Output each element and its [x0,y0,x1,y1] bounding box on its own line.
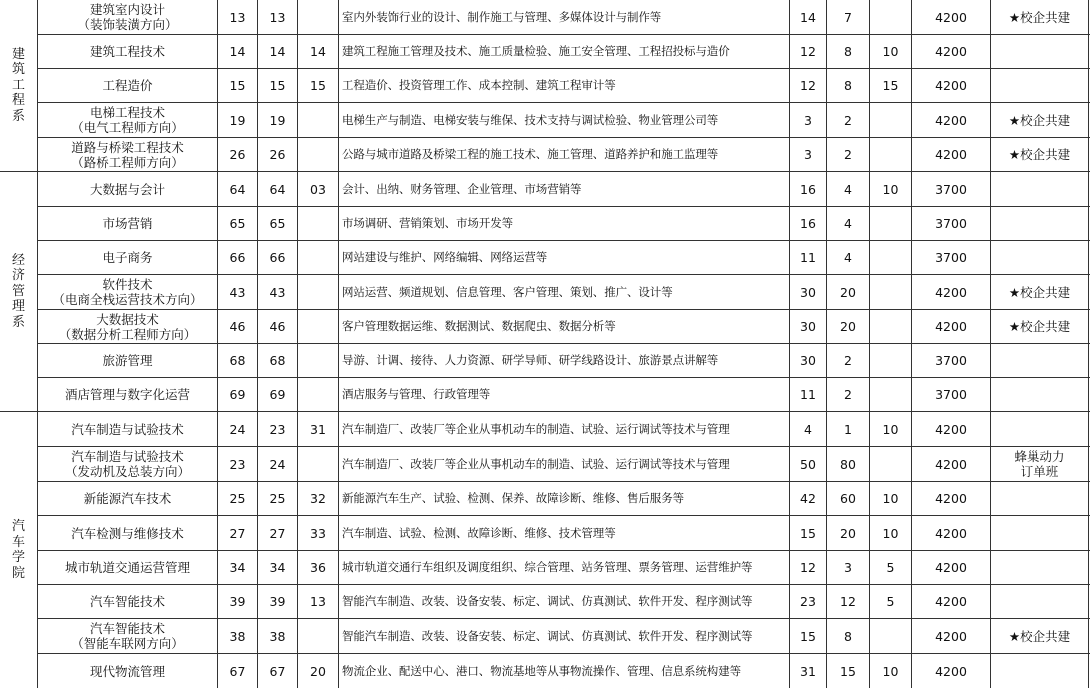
quota-b-cell: 2 [844,353,852,368]
quota-a-cell: 30 [800,284,816,300]
department-cell: 汽 车 学 院 [11,519,25,581]
quota-a-cell: 15 [800,525,816,541]
major-cell: 城市轨道交通运营管理 [64,560,190,575]
quota-a-cell: 30 [800,319,816,334]
note-cell: ★校企共建 [1008,284,1071,300]
tuition-cell: 3700 [935,181,967,197]
code-b-cell: 19 [269,112,286,128]
tuition-cell: 3700 [935,216,967,231]
quota-a-cell: 31 [800,663,816,679]
note-cell [991,482,1088,515]
quota-c-cell [870,619,911,653]
description-cell: 网站建设与维护、网络编辑、网络运营等 [342,250,548,264]
code-c-cell [298,447,338,481]
description-cell: 物流企业、配送中心、港口、物流基地等从事物流操作、管理、信息系统构建等 [342,663,741,678]
major-cell: 汽车智能技术 [89,594,165,609]
description-cell: 智能汽车制造、改装、设备安装、标定、调试、仿真测试、软件开发、程序测试等 [342,594,753,608]
description-cell: 室内外装饰行业的设计、制作施工与管理、多媒体设计与制作等 [342,9,662,24]
quota-a-cell: 11 [800,387,816,402]
note-cell: ★校企共建 [1008,319,1071,334]
code-b-cell: 26 [269,147,286,162]
code-c-cell [298,0,338,34]
note-cell: ★校企共建 [1008,9,1071,25]
code-b-cell: 13 [269,9,286,25]
description-cell: 公路与城市道路及桥梁工程的施工技术、施工管理、道路养护和施工监理等 [342,147,719,161]
code-b-cell: 43 [269,284,286,300]
code-c-cell [298,138,338,171]
code-c-cell: 32 [310,491,326,506]
code-c-cell [298,241,338,274]
code-c-cell [298,103,338,137]
major-cell: 现代物流管理 [89,663,165,679]
quota-b-cell: 2 [844,112,852,128]
quota-b-cell: 2 [844,387,852,402]
code-b-cell: 25 [269,491,286,506]
quota-b-cell: 20 [840,525,856,541]
tuition-cell: 4200 [935,44,967,59]
note-cell: 蜂巢动力 订单班 [1014,449,1065,479]
tuition-cell: 4200 [935,284,967,300]
quota-a-cell: 16 [800,216,816,231]
description-cell: 网站运营、频道规划、信息管理、客户管理、策划、推广、设计等 [342,284,673,299]
major-cell: 软件技术 （电商全栈运营技术方向） [52,277,203,307]
tuition-cell: 3700 [935,353,967,368]
quota-b-cell: 8 [844,78,852,93]
note-cell [991,172,1088,206]
code-a-cell: 39 [229,594,246,609]
quota-c-cell: 10 [882,663,899,679]
quota-a-cell: 12 [800,560,816,575]
major-cell: 大数据技术 （数据分析工程师方向） [58,311,197,342]
code-c-cell: 36 [310,560,326,575]
code-b-cell: 38 [269,628,286,644]
tuition-cell: 4200 [935,319,967,334]
major-cell: 汽车检测与维修技术 [71,525,184,541]
quota-a-cell: 4 [804,421,812,437]
code-b-cell: 69 [269,387,286,402]
description-cell: 汽车制造、试验、检测、故障诊断、维修、技术管理等 [342,525,616,540]
quota-a-cell: 3 [804,112,812,128]
note-cell: ★校企共建 [1008,147,1071,162]
quota-a-cell: 15 [800,628,816,644]
major-cell: 新能源汽车技术 [83,491,172,506]
quota-a-cell: 42 [800,491,816,506]
description-cell: 工程造价、投资管理工作、成本控制、建筑工程审计等 [342,78,616,92]
code-c-cell [298,310,338,343]
code-c-cell: 15 [310,78,326,93]
code-a-cell: 19 [229,112,246,128]
code-c-cell [298,378,338,411]
code-b-cell: 34 [269,560,286,575]
quota-b-cell: 7 [844,9,852,25]
major-cell: 电子商务 [102,250,153,265]
note-cell [991,378,1088,411]
code-a-cell: 15 [229,78,246,93]
quota-a-cell: 14 [800,9,816,25]
major-cell: 道路与桥梁工程技术 （路桥工程师方向） [71,139,184,170]
tuition-cell: 4200 [935,491,967,506]
description-cell: 城市轨道交通行车组织及调度组织、综合管理、站务管理、票务管理、运营维护等 [342,560,753,574]
code-a-cell: 46 [229,319,246,334]
quota-a-cell: 12 [800,44,816,59]
code-a-cell: 68 [229,353,246,368]
code-c-cell [298,207,338,240]
code-a-cell: 66 [229,250,246,265]
quota-c-cell [870,207,911,240]
major-cell: 酒店管理与数字化运营 [64,387,190,402]
code-b-cell: 23 [269,421,286,437]
code-c-cell: 14 [310,44,326,59]
major-cell: 市场营销 [102,216,153,231]
major-cell: 建筑工程技术 [89,44,165,59]
code-a-cell: 26 [229,147,246,162]
code-b-cell: 46 [269,319,286,334]
code-a-cell: 67 [229,663,246,679]
quota-b-cell: 80 [840,456,856,472]
quota-c-cell: 10 [882,181,899,197]
quota-b-cell: 2 [844,147,852,162]
quota-b-cell: 3 [844,560,852,575]
major-cell: 电梯工程技术 （电气工程师方向） [71,105,184,135]
description-cell: 酒店服务与管理、行政管理等 [342,387,491,401]
description-cell: 导游、计调、接待、人力资源、研学导师、研学线路设计、旅游景点讲解等 [342,353,719,367]
major-cell: 大数据与会计 [89,181,165,197]
quota-b-cell: 15 [840,663,856,679]
quota-b-cell: 8 [844,44,852,59]
code-a-cell: 64 [229,181,246,197]
code-c-cell: 33 [310,525,326,541]
quota-c-cell [870,378,911,411]
department-cell: 经 济 管 理 系 [11,252,25,330]
quota-c-cell: 10 [882,421,899,437]
quota-a-cell: 11 [800,250,816,265]
code-c-cell [298,344,338,377]
quota-c-cell: 5 [886,560,895,575]
quota-b-cell: 8 [844,628,852,644]
code-c-cell: 03 [310,181,326,197]
quota-b-cell: 4 [844,181,852,197]
major-cell: 工程造价 [102,78,153,93]
code-b-cell: 15 [269,78,286,93]
code-b-cell: 65 [269,216,286,231]
quota-a-cell: 30 [800,353,816,368]
tuition-cell: 4200 [935,421,967,437]
code-b-cell: 64 [269,181,286,197]
major-cell: 建筑室内设计 （装饰装潢方向） [77,2,178,32]
code-b-cell: 66 [269,250,286,265]
code-a-cell: 24 [229,421,246,437]
tuition-cell: 4200 [935,663,967,679]
quota-c-cell: 10 [882,525,899,541]
code-b-cell: 14 [269,44,286,59]
code-a-cell: 43 [229,284,246,300]
major-cell: 汽车制造与试验技术 （发动机及总装方向） [64,449,190,479]
tuition-cell: 4200 [935,594,967,609]
code-a-cell: 23 [229,456,246,472]
note-cell [991,69,1088,102]
tuition-cell: 3700 [935,387,967,402]
quota-c-cell [870,241,911,274]
code-c-cell [298,275,338,309]
tuition-cell: 4200 [935,525,967,541]
note-cell [991,35,1088,68]
major-cell: 汽车智能技术 （智能车联网方向） [71,621,184,651]
quota-a-cell: 23 [800,594,816,609]
tuition-cell: 4200 [935,112,967,128]
quota-c-cell: 5 [886,594,895,609]
description-cell: 会计、出纳、财务管理、企业管理、市场营销等 [342,181,582,196]
code-b-cell: 67 [269,663,286,679]
note-cell [991,412,1088,446]
note-cell [991,207,1088,240]
tuition-cell: 4200 [935,628,967,644]
note-cell [991,241,1088,274]
note-cell [991,344,1088,377]
quota-a-cell: 12 [800,78,816,93]
quota-c-cell [870,344,911,377]
note-cell [991,654,1088,688]
code-a-cell: 38 [229,628,246,644]
quota-c-cell [870,103,911,137]
description-cell: 市场调研、营销策划、市场开发等 [342,216,513,230]
tuition-cell: 4200 [935,456,967,472]
code-a-cell: 69 [229,387,246,402]
note-cell [991,551,1088,584]
code-c-cell: 20 [310,663,326,679]
description-cell: 汽车制造厂、改装厂等企业从事机动车的制造、试验、运行调试等技术与管理 [342,421,730,436]
quota-c-cell: 10 [882,44,899,59]
code-a-cell: 27 [229,525,246,541]
quota-c-cell: 15 [882,78,899,93]
quota-b-cell: 60 [840,491,856,506]
code-b-cell: 68 [269,353,286,368]
quota-b-cell: 1 [844,421,852,437]
code-a-cell: 25 [229,491,246,506]
quota-c-cell: 10 [882,491,899,506]
code-a-cell: 14 [229,44,246,59]
description-cell: 建筑工程施工管理及技术、施工质量检验、施工安全管理、工程招投标与造价 [342,44,730,58]
description-cell: 新能源汽车生产、试验、检测、保养、故障诊断、维修、售后服务等 [342,491,684,505]
code-a-cell: 13 [229,9,246,25]
quota-c-cell [870,138,911,171]
quota-b-cell: 20 [840,284,856,300]
quota-c-cell [870,0,911,34]
tuition-cell: 3700 [935,250,967,265]
quota-b-cell: 4 [844,216,852,231]
quota-b-cell: 4 [844,250,852,265]
major-cell: 汽车制造与试验技术 [71,421,184,437]
description-cell: 汽车制造厂、改装厂等企业从事机动车的制造、试验、运行调试等技术与管理 [342,456,730,471]
code-b-cell: 24 [269,456,286,472]
tuition-cell: 4200 [935,78,967,93]
note-cell [991,585,1088,618]
quota-a-cell: 3 [804,147,812,162]
note-cell: ★校企共建 [1008,628,1071,644]
quota-b-cell: 12 [840,594,856,609]
quota-a-cell: 50 [800,456,816,472]
quota-c-cell [870,310,911,343]
note-cell: ★校企共建 [1008,112,1071,128]
department-cell: 建 筑 工 程 系 [11,46,25,124]
quota-c-cell [870,447,911,481]
code-c-cell: 13 [310,594,326,609]
quota-c-cell [870,275,911,309]
tuition-cell: 4200 [935,9,967,25]
description-cell: 电梯生产与制造、电梯安装与维保、技术支持与调试检验、物业管理公司等 [342,112,719,127]
major-cell: 旅游管理 [102,353,153,368]
quota-a-cell: 16 [800,181,816,197]
code-c-cell [298,619,338,653]
description-cell: 智能汽车制造、改装、设备安装、标定、调试、仿真测试、软件开发、程序测试等 [342,628,753,643]
description-cell: 客户管理数据运维、数据测试、数据爬虫、数据分析等 [342,319,616,333]
note-cell [991,516,1088,550]
code-b-cell: 39 [269,594,286,609]
tuition-cell: 4200 [935,147,967,162]
quota-b-cell: 20 [840,319,856,334]
code-b-cell: 27 [269,525,286,541]
tuition-cell: 4200 [935,560,967,575]
code-a-cell: 34 [229,560,246,575]
code-a-cell: 65 [229,216,246,231]
code-c-cell: 31 [310,421,326,437]
